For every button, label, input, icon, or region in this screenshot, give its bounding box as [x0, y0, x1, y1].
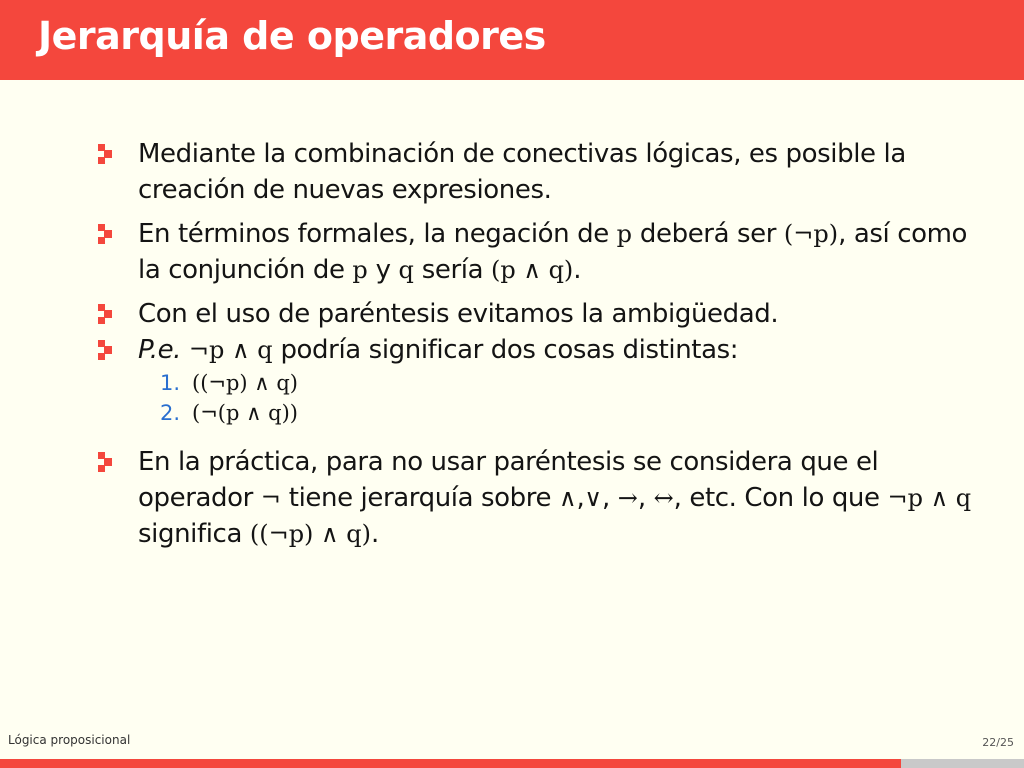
enumerated-list: [98, 368, 978, 428]
math-expression: ((¬p) ∧ q): [192, 371, 298, 395]
bullet-text: Mediante la combinación de conectivas lógicas, es posible la creación de nuevas expresiones.: [138, 139, 906, 205]
bullet-text: ,: [601, 483, 618, 513]
bullet-item: [98, 444, 978, 552]
bullet-text: Con el uso de paréntesis evitamos la ambigüedad.: [138, 299, 779, 329]
bullet-lead: P.e.: [138, 335, 182, 365]
title-bar: [0, 0, 1024, 80]
math-expression: (¬p): [783, 220, 839, 248]
arrow-bullet-icon: [98, 304, 116, 324]
progress-bar-fill: [0, 759, 901, 768]
math-expression: p: [352, 256, 368, 284]
bullet-text: .: [370, 519, 379, 549]
bullet-item: [98, 136, 978, 208]
bullet-text: .: [573, 255, 582, 285]
footer-title: Lógica proposicional: [8, 733, 131, 747]
list-number: 2.: [160, 401, 181, 425]
progress-bar: [0, 759, 1024, 768]
slide-title: Jerarquía de operadores: [38, 14, 546, 58]
slide-content: [98, 136, 978, 560]
bullet-text: y: [367, 255, 399, 285]
bullet-text: sería: [413, 255, 492, 285]
bullet-item: [98, 332, 978, 368]
list-number: 1.: [160, 371, 181, 395]
math-expression: ((¬p) ∧ q): [249, 520, 371, 548]
list-item: [160, 368, 978, 398]
bullet-text: ,: [637, 483, 654, 513]
math-expression: q: [398, 256, 414, 284]
math-expression: →: [617, 484, 638, 512]
bullet-text: ,: [576, 483, 585, 513]
bullet-text: , etc. Con lo que: [673, 483, 888, 513]
math-expression: (¬(p ∧ q)): [192, 401, 298, 425]
bullet-item: [98, 296, 978, 332]
math-expression: p: [616, 220, 633, 248]
math-expression: (p ∧ q): [491, 256, 574, 284]
math-expression: ¬p ∧ q: [188, 336, 273, 364]
math-expression: ¬: [260, 484, 281, 512]
bullet-text: tiene jerarquía sobre: [280, 483, 559, 513]
bullet-text: deberá ser: [632, 219, 784, 249]
arrow-bullet-icon: [98, 340, 116, 360]
bullet-text: En términos formales, la negación de: [138, 219, 617, 249]
math-expression: ∧: [558, 484, 577, 512]
math-expression: ¬p ∧ q: [887, 484, 972, 512]
arrow-bullet-icon: [98, 224, 116, 244]
bullet-item: [98, 216, 978, 288]
arrow-bullet-icon: [98, 144, 116, 164]
list-item: [160, 398, 978, 428]
math-expression: ∨: [584, 484, 602, 512]
bullet-text: , así como la conjunción de: [138, 219, 968, 285]
arrow-bullet-icon: [98, 452, 116, 472]
bullet-text: podría significar dos cosas distintas:: [272, 335, 739, 365]
page-number: 22/25: [982, 736, 1014, 749]
bullet-text: significa: [138, 519, 250, 549]
math-expression: ↔: [653, 484, 674, 512]
bullet-text: En la práctica, para no usar paréntesis se considera que el operador: [138, 447, 879, 513]
